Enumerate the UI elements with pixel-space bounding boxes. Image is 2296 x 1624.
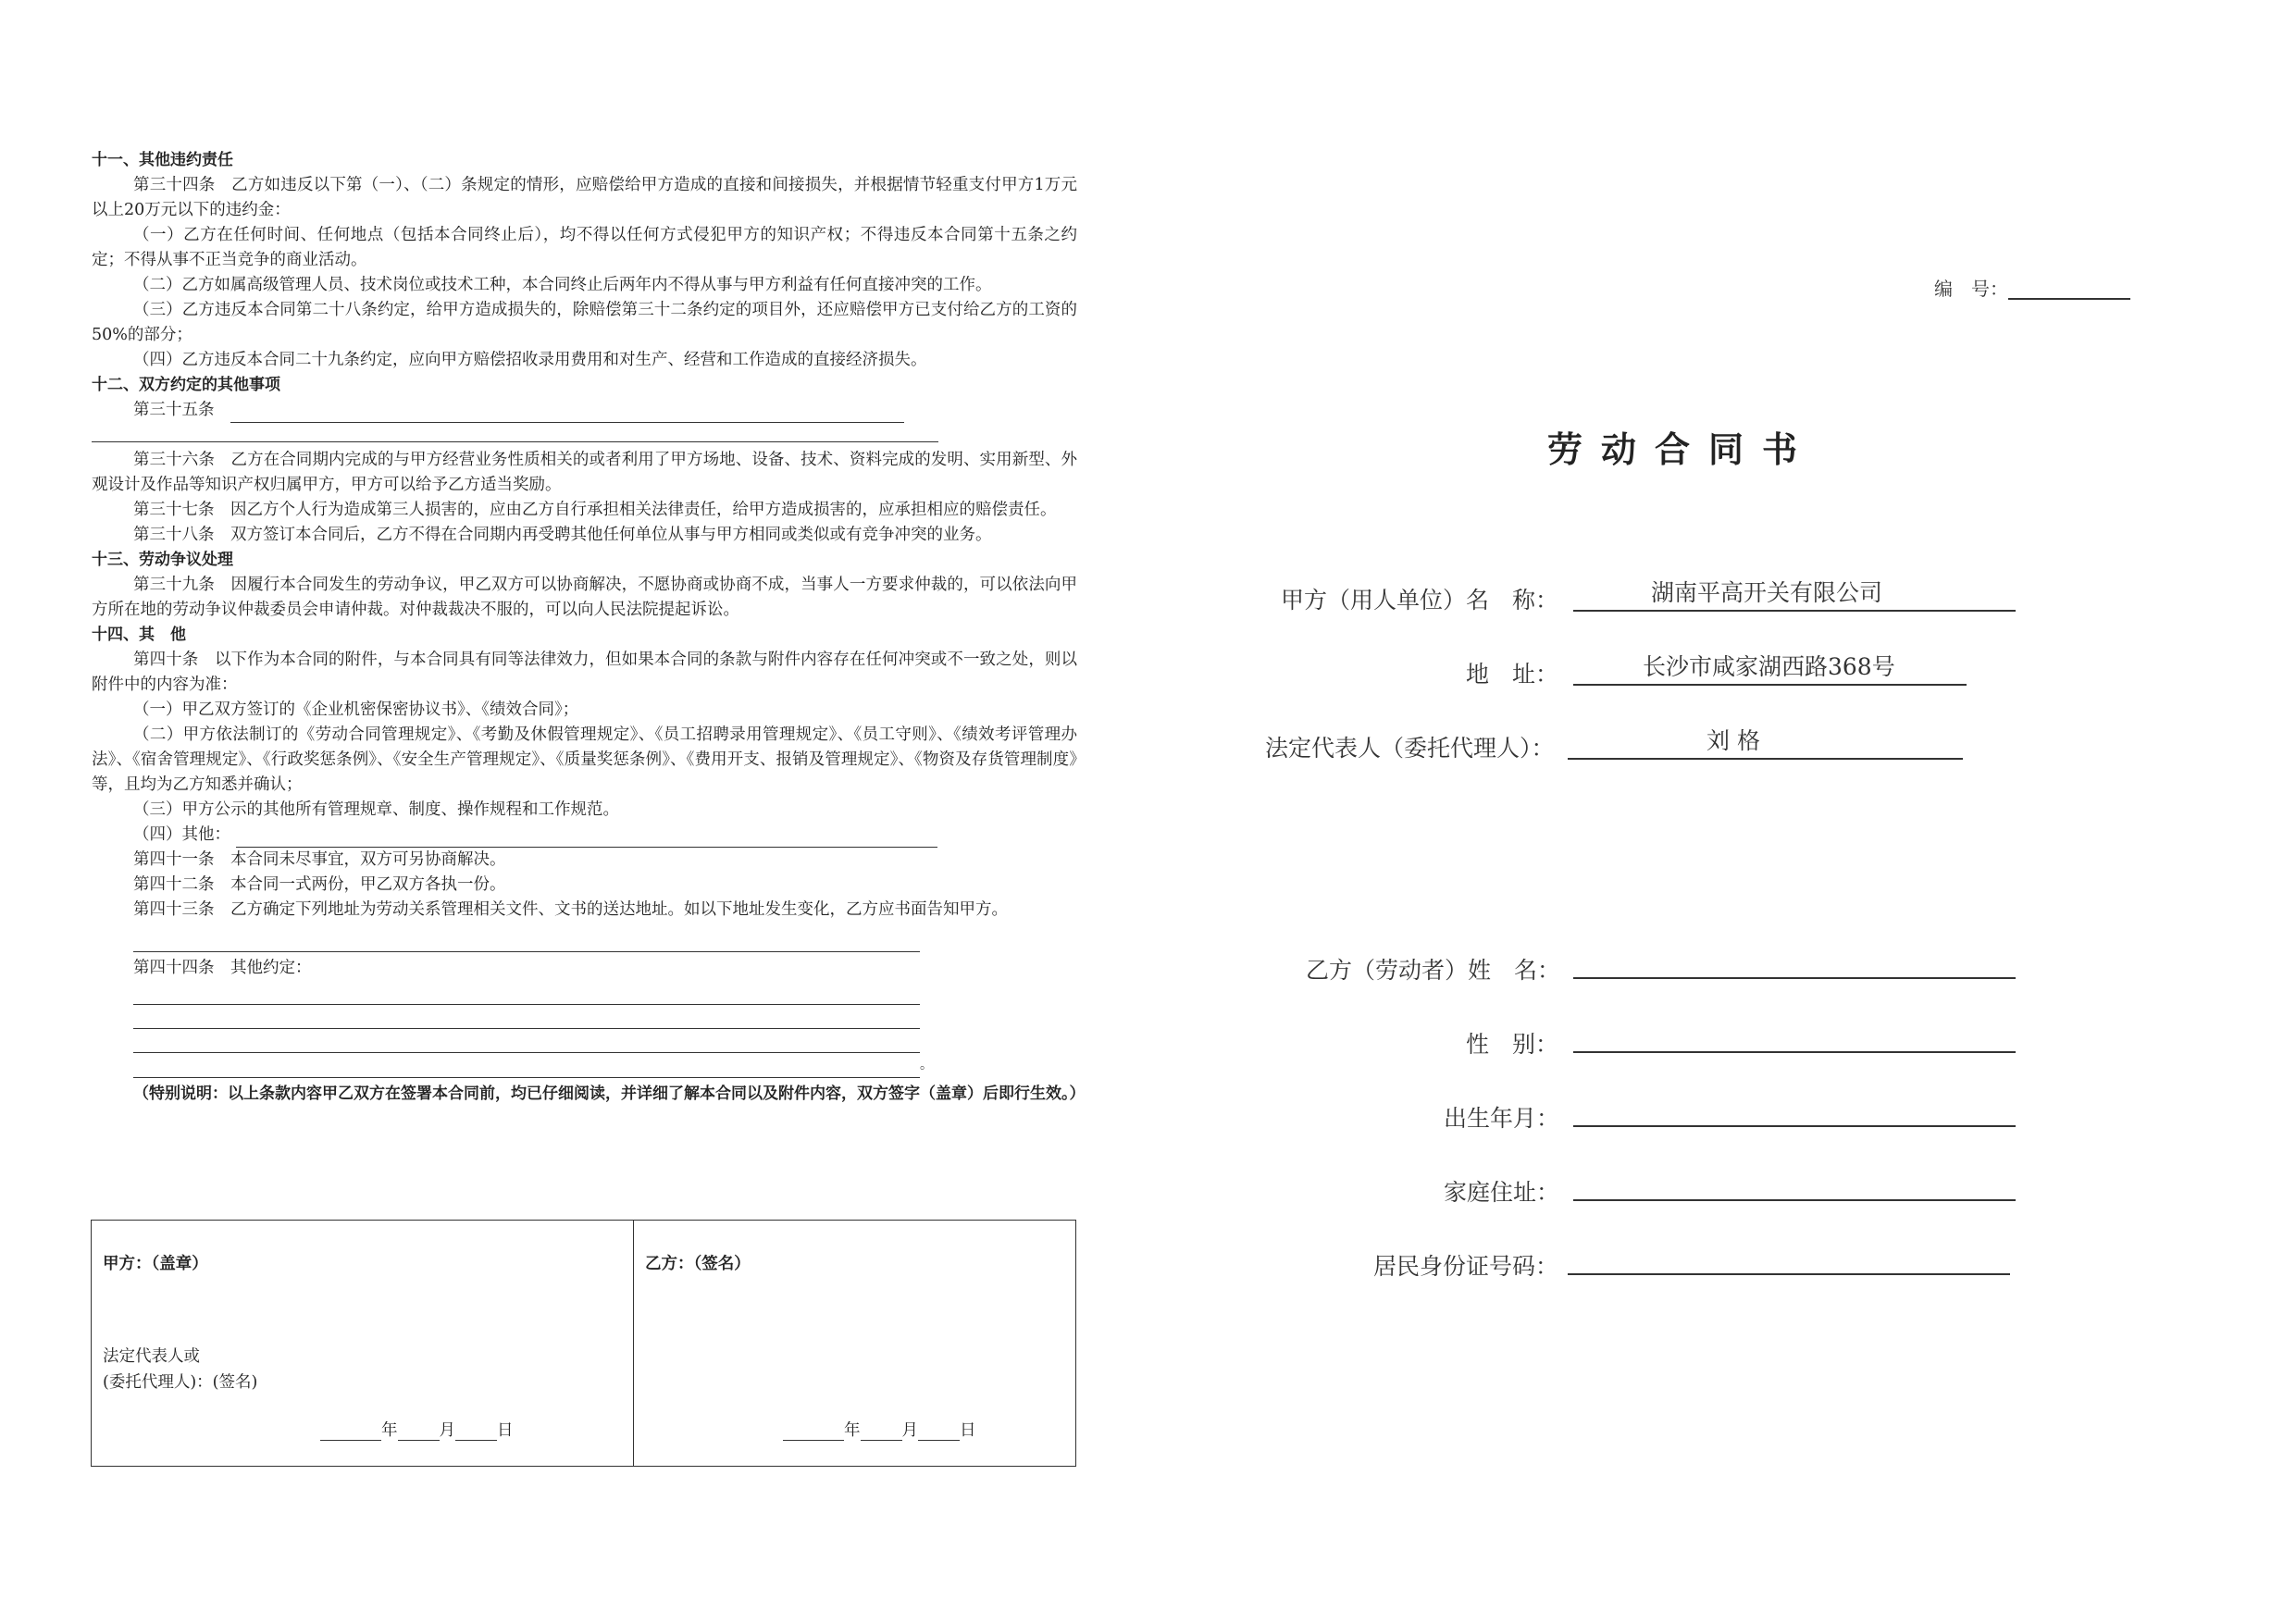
attachment-item: （二）甲方依法制订的《劳动合同管理规定》、《考勤及休假管理规定》、《员工招聘录用管理规定》、《员工守则》、《绩效考评管理办法》、《宿舍管理规定》、《行政奖惩条例》、《安全生产管理规定》、《质量奖惩条例》、《费用开支、报销及管理规定》、《物资及存货管理制度》等，且均为乙方知悉并确认； [92,725,1077,794]
section-heading: 十三、劳动争议处理 [92,551,233,569]
article-35-blank-line[interactable] [92,423,938,442]
article-41: 第四十一条 本合同未尽事宜，双方可另协商解决。 [133,850,506,869]
party-b-date [783,1418,976,1441]
gender-label: 性 别： [1466,1031,1559,1058]
year-label: 年 [381,1421,398,1440]
other-agreement-line[interactable] [133,981,920,1005]
number-field[interactable] [2008,267,2130,300]
other-agreement-last [92,1053,1077,1078]
article-39: 第三十九条 因履行本合同发生的劳动争议，甲乙双方可以协商解决，不愿协商或协商不成，当事人一方要求仲裁的，可以依法向甲方所在地的劳动争议仲裁委员会申请仲裁。对仲裁裁决不服的，可以向人民法院提起诉讼。 [92,576,1077,619]
other-agreement-line[interactable] [133,1054,920,1078]
clause-item: （一）乙方在任何时间、任何地点（包括本合同终止后），均不得以任何方式侵犯甲方的知识产权；不得违反本合同第十五条之约定；不得从事不正当竞争的商业活动。 [92,226,1077,269]
party-a-name-field[interactable] [1573,578,2016,612]
article-35 [92,398,1077,423]
article-42: 第四十二条 本合同一式两份，甲乙双方各执一份。 [133,875,506,894]
article-43: 第四十三条 乙方确定下列地址为劳动关系管理相关文件、文书的送达地址。如以下地址发生变化，乙方应书面告知甲方。 [133,900,1008,919]
party-b-name-field[interactable] [1573,946,2016,979]
section-heading: 十一、其他违约责任 [92,151,233,169]
number-label: 编 号： [1934,278,2008,300]
article-36: 第三十六条 乙方在合同期内完成的与甲方经营业务性质相关的或者利用了甲方场地、设备、技术、资料完成的发明、实用新型、外观设计及作品等知识产权归属甲方，甲方可以给予乙方适当奖励。 [92,451,1077,494]
clause-item: （四）乙方违反本合同二十九条约定，应向甲方赔偿招收录用费用和对生产、经营和工作造成的直接经济损失。 [133,351,927,369]
party-a-name-value: 湖南平高开关有限公司 [1651,579,1883,606]
article-34: 第三十四条 乙方如违反以下第（一）、（二）条规定的情形，应赔偿给甲方造成的直接和间接损失，并根据情节轻重支付甲方1万元以上20万元以下的违约金： [92,176,1077,219]
end-mark: 。 [920,1058,933,1072]
clause-item: （三）乙方违反本合同第二十八条约定，给甲方造成损失的，除赔偿第三十二条约定的项目外，还应赔偿甲方已支付给乙方的工资的50%的部分； [92,301,1077,344]
year-blank[interactable] [320,1423,381,1441]
signature-divider [633,1221,634,1466]
gender-field[interactable] [1573,1020,2016,1053]
day-blank[interactable] [918,1423,960,1441]
month-label: 月 [439,1421,455,1440]
clause-item: （二）乙方如属高级管理人员、技术岗位或技术工种，本合同终止后两年内不得从事与甲方利益有任何直接冲突的工作。 [133,276,992,294]
rep-label-line1: 法定代表人或 [103,1347,200,1366]
section-heading: 十四、其 他 [92,626,186,644]
attachment-other [92,823,1077,848]
party-b-sign-label: 乙方：（签名） [645,1255,751,1273]
attachment-item: （三）甲方公示的其他所有管理规章、制度、操作规程和工作规范。 [133,800,619,819]
attachment-other-label: （四）其他： [133,825,230,844]
address-field[interactable] [1573,652,1967,686]
home-address-label: 家庭住址： [1444,1179,1560,1206]
id-number-field[interactable] [1568,1242,2010,1275]
rep-label: 法定代表人（委托代理人）： [1265,735,1555,762]
month-label: 月 [901,1421,918,1440]
article-38: 第三十八条 双方签订本合同后，乙方不得在合同期内再受聘其他任何单位从事与甲方相同或类似或有竞争冲突的业务。 [133,526,992,544]
day-label: 日 [497,1421,514,1440]
article-35-blank[interactable] [230,403,904,423]
special-note: （特别说明：以上条款内容甲乙双方在签署本合同前，均已仔细阅读，并详细了解本合同以及附件内容，双方签字（盖章）后即行生效。） [133,1085,1086,1103]
year-blank[interactable] [783,1423,844,1441]
delivery-address-line[interactable] [133,928,920,952]
other-agreement-line[interactable] [133,1005,920,1029]
month-blank[interactable] [861,1423,902,1441]
party-a-date [320,1418,514,1441]
address-value: 长沙市咸家湖西路368号 [1643,653,1895,680]
address-label: 地 址： [1466,661,1559,688]
article-40: 第四十条 以下作为本合同的附件，与本合同具有同等法律效力，但如果本合同的条款与附件内容存在任何冲突或不一致之处，则以附件中的内容为准： [92,651,1077,694]
document-title: 劳动合同书 [1547,429,1817,470]
birth-label: 出生年月： [1444,1105,1560,1132]
signature-table [91,1220,1076,1467]
rep-label-line2: (委托代理人)：(签名) [103,1373,258,1392]
party-b-name-label: 乙方（劳动者）姓 名： [1306,957,1561,984]
day-label: 日 [960,1421,976,1440]
birth-field[interactable] [1573,1094,2016,1127]
attachment-other-blank[interactable] [236,828,937,848]
home-address-field[interactable] [1573,1168,2016,1201]
contract-terms-page [92,148,1086,1107]
article-44: 第四十四条 其他约定： [133,959,312,977]
rep-value: 刘 格 [1706,727,1760,754]
day-blank[interactable] [455,1423,497,1441]
rep-field[interactable] [1568,726,1963,760]
month-blank[interactable] [398,1423,440,1441]
year-label: 年 [844,1421,861,1440]
attachment-item: （一）甲乙双方签订的《企业机密保密协议书》、《绩效合同》； [133,700,579,719]
section-heading: 十二、双方约定的其他事项 [92,376,280,394]
article-35-label: 第三十五条 [133,401,215,419]
id-number-label: 居民身份证号码： [1373,1253,1559,1280]
other-agreement-line[interactable] [133,1029,920,1053]
article-37: 第三十七条 因乙方个人行为造成第三人损害的，应由乙方自行承担相关法律责任，给甲方造成损害的，应承担相应的赔偿责任。 [133,501,1057,519]
party-a-seal-label: 甲方：（盖章） [103,1255,208,1273]
party-a-name-label: 甲方（用人单位）名 称： [1281,587,1559,614]
